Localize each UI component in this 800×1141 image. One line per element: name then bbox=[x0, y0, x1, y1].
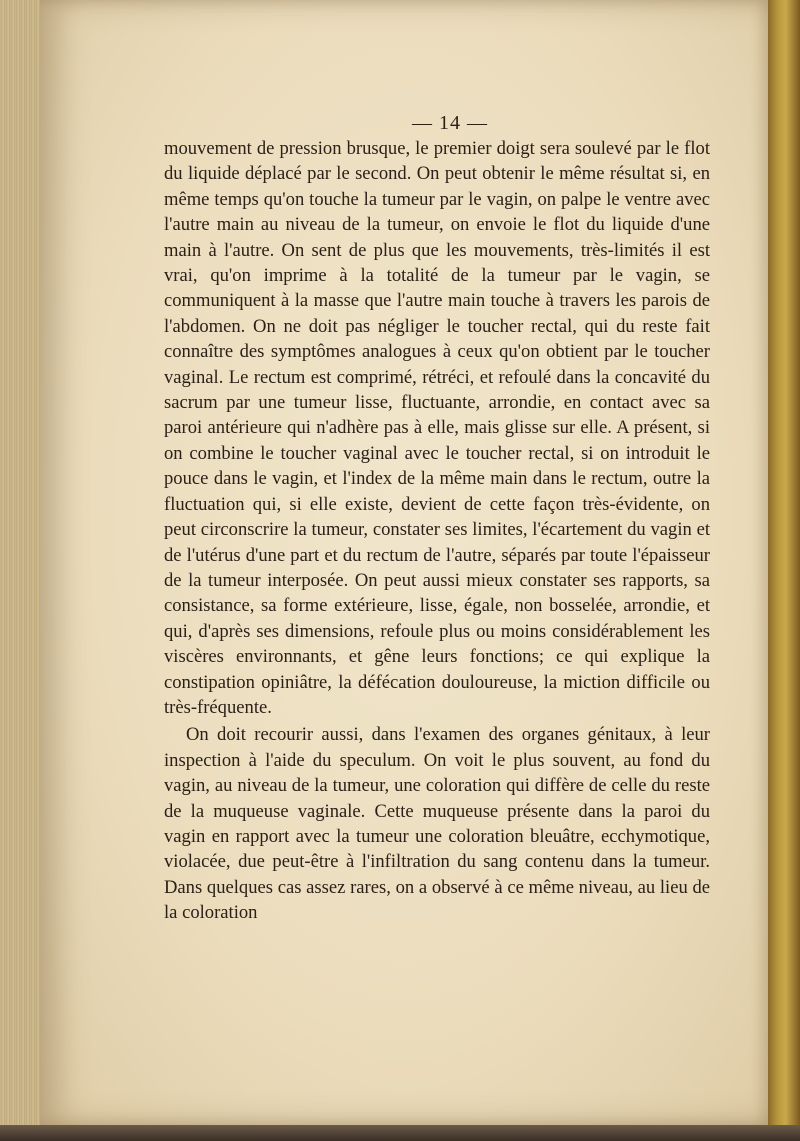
body-text bbox=[164, 136, 710, 926]
binding-edge bbox=[768, 0, 800, 1141]
page-number: — 14 — bbox=[412, 112, 488, 134]
paragraph-1: mouvement de pression brusque, le premier doigt sera soulevé par le flot du liquide déplacé par le second. On peut obtenir le même résultat si, en même temps qu'on touche la tumeur par le vagin, on palpe le ventre avec l'autre main au niveau de la tumeur, on envoie le flot du liquide d'une main à l'autre. On sent de plus que les mouvements, très-limités il est vrai, qu'on imprime à la totalité de la tumeur par le vagin, se communiquent à la masse que l'autre main touche à travers les parois de l'abdomen. On ne doit pas négliger le toucher rectal, qui du reste fait connaître des symptômes analogues à ceux qu'on obtient par le toucher vaginal. Le rectum est comprimé, rétréci, et refoulé dans la concavité du sacrum par une tumeur lisse, fluctuante, arrondie, en contact avec sa paroi antérieure qui n'adhère pas à elle, mais glisse sur elle. A présent, si on combine le toucher vaginal avec le toucher rectal, si on introduit le pouce dans le vagin, et l'index de la même main dans le rectum, outre la fluctuation qui, si elle existe, devient de cette façon très-évidente, on peut circonscrire la tumeur, constater ses limites, l'écartement du vagin et de l'utérus d'une part et du rectum de l'autre, séparés par toute l'épaisseur de la tumeur interposée. On peut aussi mieux constater ses rapports, sa consistance, sa forme extérieure, lisse, égale, non bosselée, arrondie, et qui, d'après ses dimensions, refoule plus ou moins considérablement les viscères environnants, et gêne leurs fonctions; ce qui explique la constipation opiniâtre, la défécation douloureuse, la miction difficile ou très-fréquente. bbox=[164, 138, 710, 718]
bottom-edge bbox=[0, 1125, 800, 1141]
paragraph-2: On doit recourir aussi, dans l'examen des organes génitaux, à leur inspection à l'aide du speculum. On voit le plus souvent, au fond du vagin, au niveau de la tumeur, une coloration qui diffère de celle du reste de la muqueuse vaginale. Cette muqueuse présente dans la paroi du vagin en rapport avec la tumeur une coloration bleuâtre, ecchymotique, violacée, due peut-être à l'infiltration du sang contenu dans la tumeur. Dans quelques cas assez rares, on a observé à ce même niveau, au lieu de la coloration bbox=[164, 724, 710, 924]
